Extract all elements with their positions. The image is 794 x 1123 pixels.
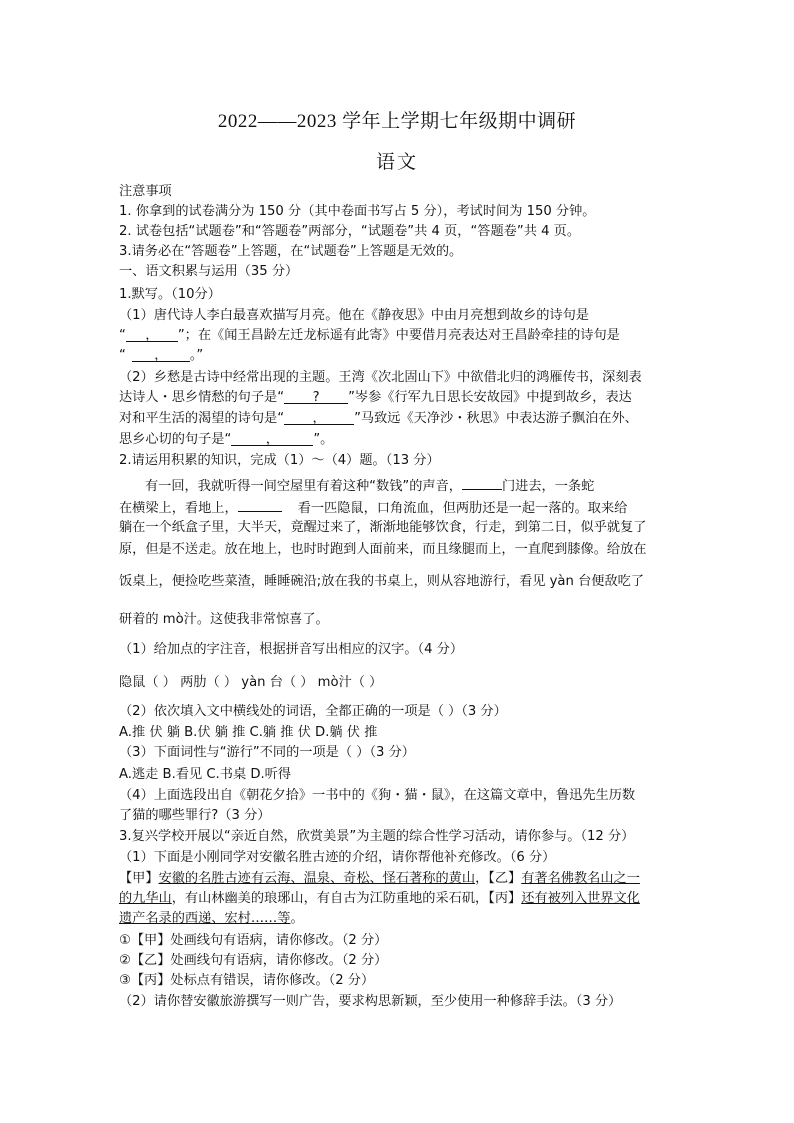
- underlined-sentence: 还有被列入世界文化: [521, 891, 640, 906]
- text: 【甲】: [119, 871, 159, 886]
- q2-sub2-options: A.推 伏 躺 B.伏 躺 推 C.躺 推 伏 D.躺 伏 推: [119, 725, 378, 740]
- note-item-3: 3.请务必在“答题卷”上答题，在“试题卷”上答题是无效的。: [119, 244, 463, 259]
- text: ”岑参《行军九日思长安故园》中提到故乡，表达: [348, 390, 632, 405]
- q2-sub4-line2: 了猫的哪些罪行?（3 分）: [119, 808, 271, 823]
- q1-part1-line3: [119, 346, 679, 365]
- text: “: [119, 348, 126, 363]
- text: 。”: [189, 348, 204, 363]
- q3-passage-line2: [119, 889, 679, 908]
- q2-passage-line2: [119, 496, 679, 518]
- text: 。: [290, 911, 304, 926]
- q2-sub1-items: 隐鼠（ ） 两肋（ ） yàn 台（ ） mò汁（ ）: [119, 675, 383, 690]
- q2-sub1: （1）给加点的字注音，根据拼音写出相应的汉字。（4 分）: [119, 642, 464, 657]
- q2-heading: 2.请运用积累的知识，完成（1）～（4）题。（13 分）: [119, 453, 440, 468]
- exam-title: 2022——2023 学年上学期七年级期中调研: [217, 111, 577, 132]
- q3-passage-line3: [119, 909, 679, 928]
- note-item-2: 2. 试卷包括“试题卷”和“答题卷”两部分，“试题卷”共 4 页，“答题卷”共 4 页。: [119, 224, 581, 239]
- text: 对和平生活的渴望的诗句是“: [119, 411, 285, 426]
- notes-heading: 注意事项: [119, 184, 172, 199]
- q3-passage-line1: [119, 869, 679, 888]
- text: ，【乙】: [475, 871, 522, 886]
- q2-sub4-line1: （4）上面选段出自《朝花夕拾》一书中的《狗・猫・鼠》，在这篇文章中，鲁迅先生历数: [119, 788, 636, 803]
- text: “: [119, 328, 126, 343]
- underlined-sentence: 的九华山: [119, 891, 172, 906]
- underlined-sentence: 安徽的名胜古迹有云海、温泉、奇松、怪石著称的黄山: [158, 871, 476, 886]
- q1-heading: 1.默写。（10分）: [119, 287, 221, 302]
- answer-blank[interactable]: ，: [231, 430, 313, 446]
- text: 看一匹隐鼠，口角流血，但两肋还是一起一落的。取来给: [297, 501, 628, 516]
- q3-sub2: （2）请你替安徽旅游撰写一则广告，要求构思新颖，至少使用一种修辞手法。（3 分）: [119, 994, 622, 1009]
- text: 有一回，我就听得一间空屋里有着这种“数钱”的声音，: [145, 479, 462, 494]
- exam-subject: 语文: [375, 152, 418, 173]
- text: ”；在《闻王昌龄左迁龙标遥有此寄》中要借月亮表达对王昌龄牵挂的诗句是: [177, 328, 620, 343]
- q1-part1-line2: [119, 326, 679, 345]
- q1-part2-line4: [119, 430, 679, 449]
- q3-req-3: ③【丙】处标点有错误，请你修改。（2 分）: [119, 973, 375, 988]
- q2-passage-line6: 研着的 mò汁。这使我非常惊喜了。: [119, 612, 329, 627]
- text: 在横梁上，看地上，: [119, 501, 238, 516]
- q1-part1-line1: （1）唐代诗人李白最喜欢描写月亮。他在《静夜思》中由月亮想到故乡的诗句是: [119, 308, 589, 323]
- answer-blank[interactable]: ，: [284, 409, 354, 425]
- text: 达诗人・思乡情愁的句子是“: [119, 390, 285, 405]
- q2-passage-line3: 躺在一个纸盒子里，大半天，竟醒过来了，渐渐地能够饮食，行走，到第二日，似乎就复了: [119, 520, 647, 535]
- underlined-sentence: 有著名佛教名山之一: [521, 871, 640, 886]
- answer-blank[interactable]: [238, 496, 282, 512]
- text: 门进去，一条蛇: [501, 479, 595, 494]
- text: 思乡心切的句子是“: [119, 432, 232, 447]
- q1-part2-line1: （2）乡愁是古诗中经常出现的主题。王湾《次北固山下》中欲借北归的鸿雁传书，深刻表: [119, 370, 642, 385]
- note-item-1: 1. 你拿到的试卷满分为 150 分（其中卷面书写占 5 分），考试时间为 150 分钟。: [119, 204, 596, 219]
- q3-req-2: ②【乙】处画线句有语病，请你修改。（2 分）: [119, 953, 388, 968]
- text: ，有山林幽美的琅琊山，有自古为江防重地的采石矶，【丙】: [171, 891, 522, 906]
- q2-sub3: （3）下面词性与“游行”不同的一项是（ ）（3 分）: [119, 745, 415, 760]
- q3-sub1: （1）下面是小刚同学对安徽名胜古迹的介绍，请你帮他补充修改。（6 分）: [119, 850, 556, 865]
- section-1-heading: 一、语文积累与运用（35 分）: [119, 264, 299, 279]
- answer-blank[interactable]: ?: [284, 388, 348, 404]
- answer-blank[interactable]: [462, 474, 502, 490]
- q2-passage-line5: 饭桌上，便捡吃些菜渣，睡睡碗沿;放在我的书桌上，则从容地游行，看见 yàn 台便敌吃了: [119, 574, 645, 589]
- q2-sub3-options: A.逃走 B.看见 C.书桌 D.听得: [119, 767, 292, 782]
- answer-blank[interactable]: ，: [126, 326, 178, 342]
- text: ”。: [313, 432, 334, 447]
- underlined-sentence: 遗产名录的西递、宏村……等: [119, 911, 291, 926]
- q2-passage-line4: 原，但是不送走。放在地上，也时时跑到人面前来，而且缘腿而上，一直爬到膝像。给放在: [119, 542, 647, 557]
- q1-part2-line2: [119, 388, 679, 407]
- answer-blank[interactable]: ，: [132, 346, 190, 362]
- q3-req-1: ①【甲】处画线句有语病，请你修改。（2 分）: [119, 933, 388, 948]
- q1-part2-line3: [119, 409, 679, 428]
- text: ”马致远《天净沙・秋思》中表达游子飘泊在外、: [354, 411, 638, 426]
- q3-heading: 3.复兴学校开展以“亲近自然，欣赏美景”为主题的综合性学习活动，请你参与。（12 分）: [119, 829, 635, 844]
- q2-sub2: （2）依次填入文中横线处的词语，全都正确的一项是（ ）（3 分）: [119, 704, 507, 719]
- q2-passage-line1: [119, 474, 705, 496]
